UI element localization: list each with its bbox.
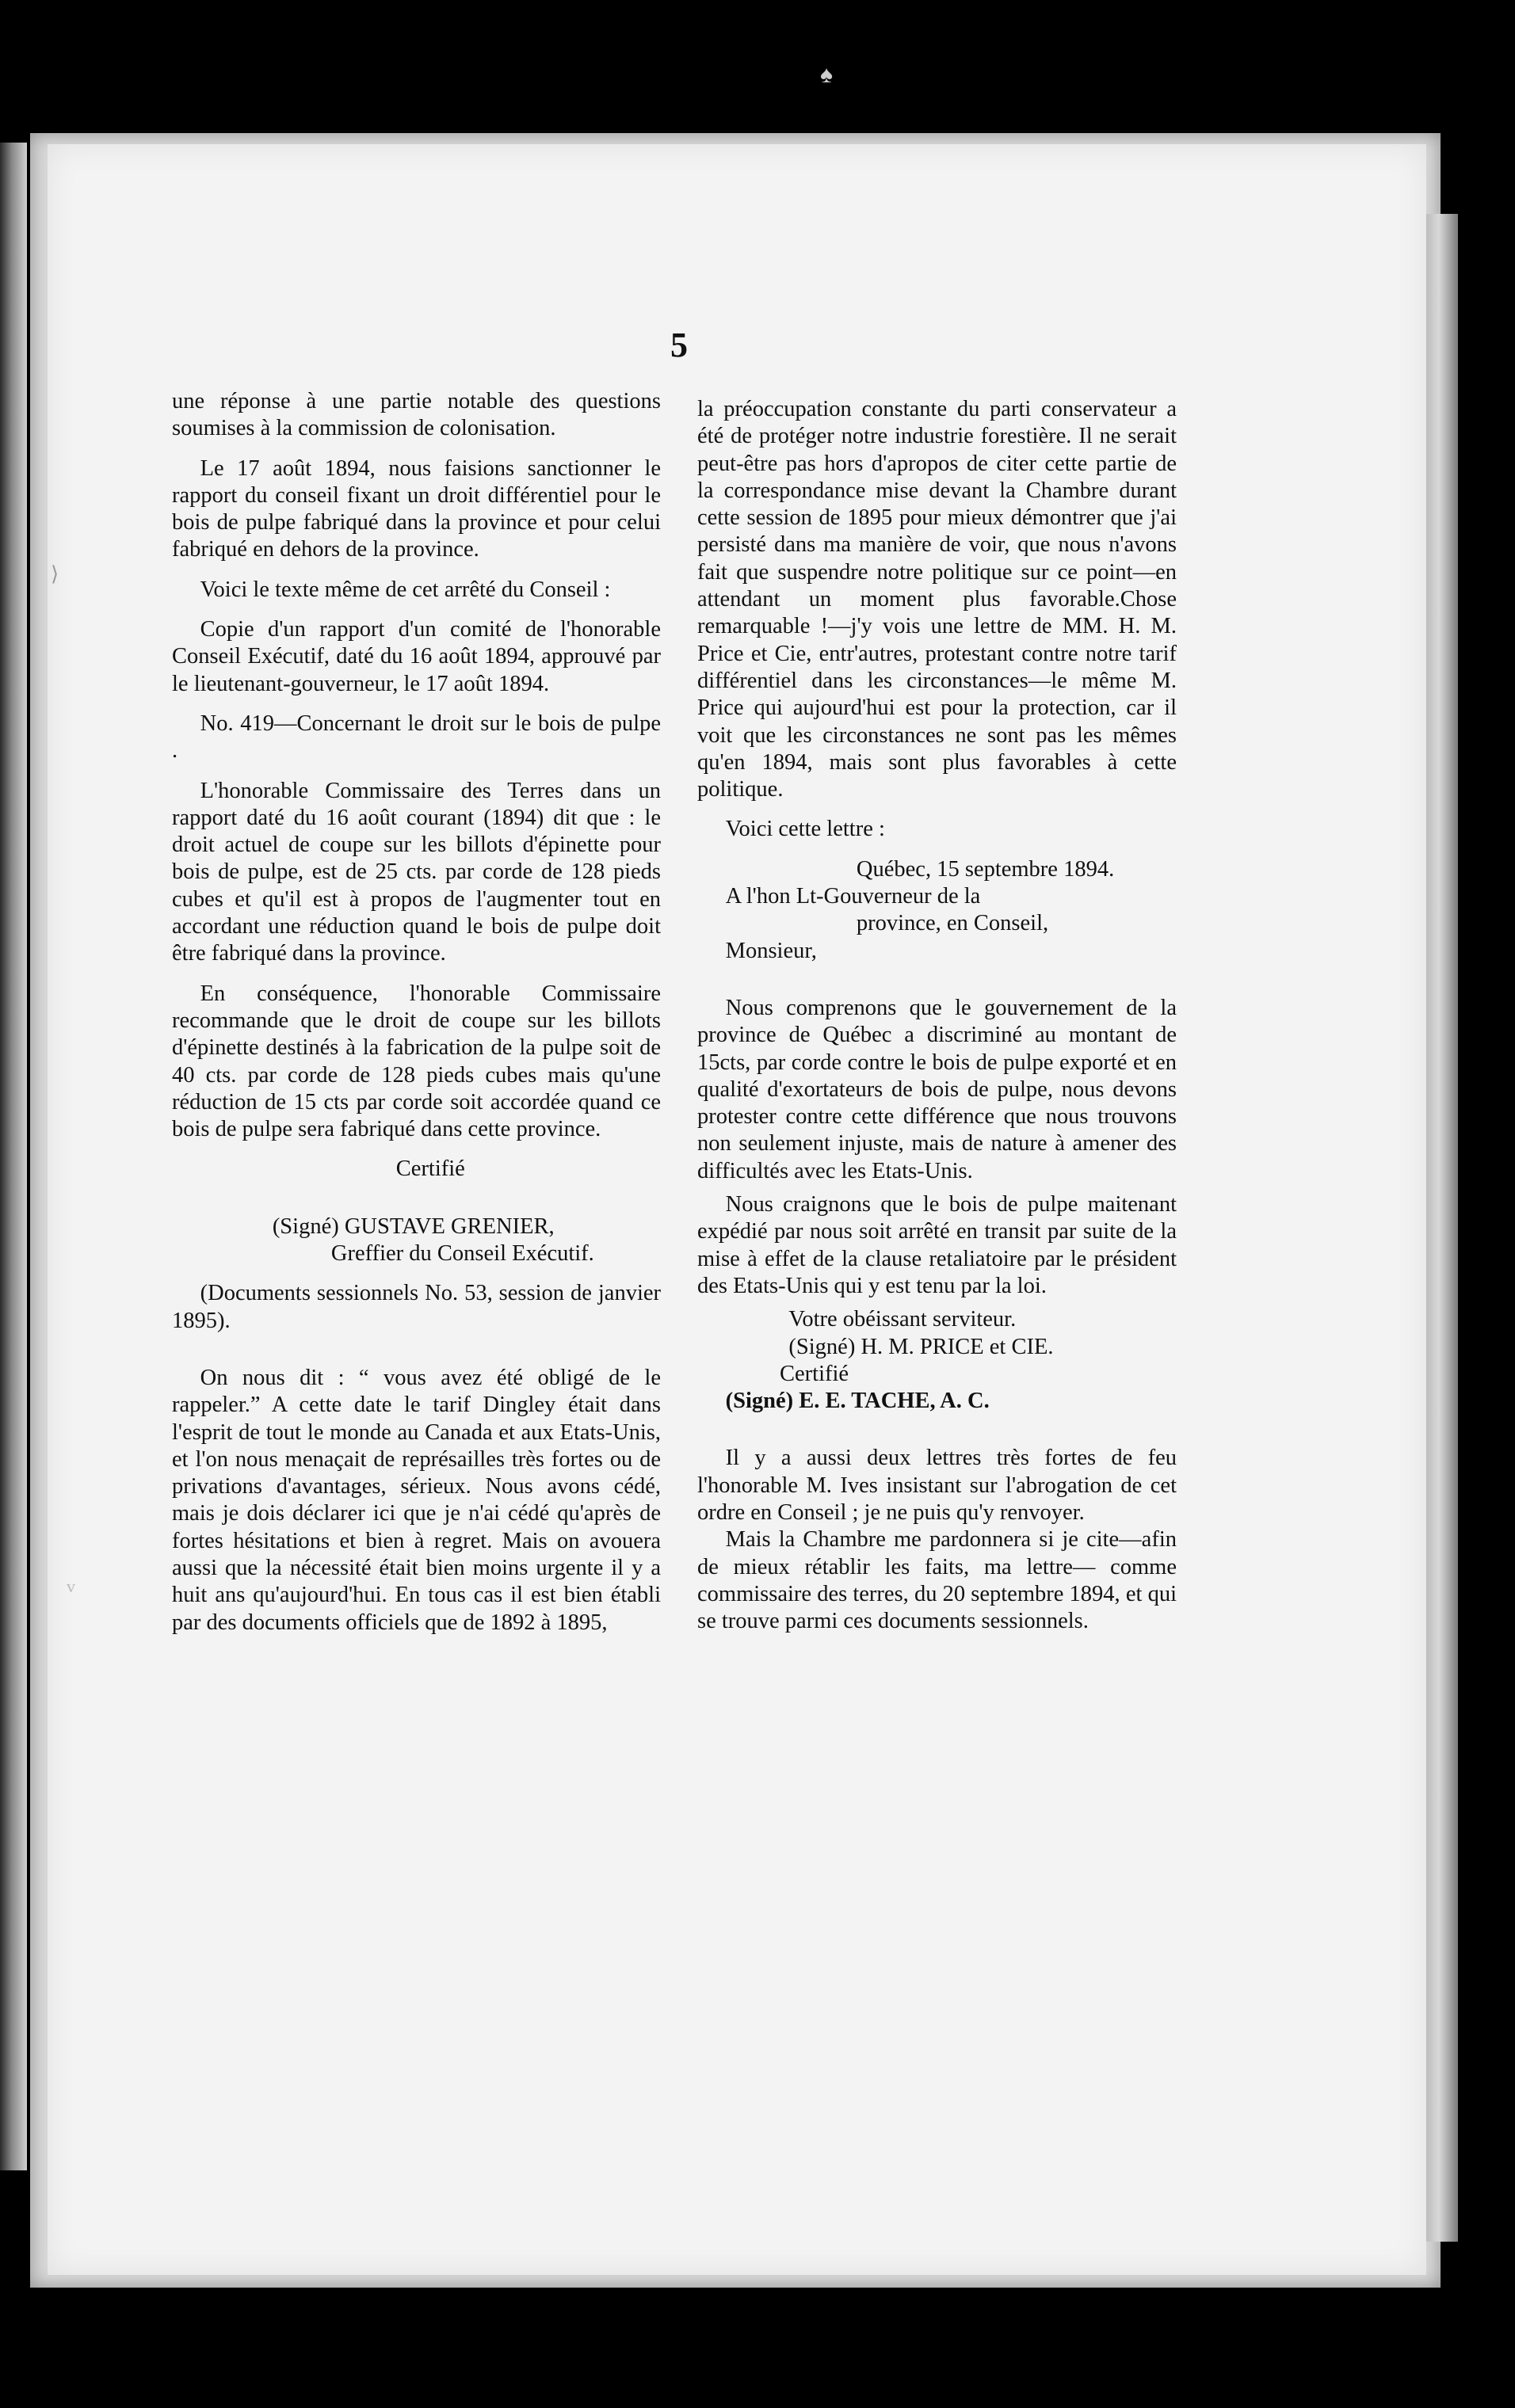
right-page-edge <box>1426 214 1458 2242</box>
left-paragraph-4: Copie d'un rapport d'un comité de l'honorable Conseil Exécutif, daté du 16 août 1894, approuvé par le lieutenant-gouverneur, le 17 août 1894. <box>172 617 661 696</box>
right-voici: Voici cette lettre : <box>725 817 885 842</box>
right-salutation: Monsieur, <box>725 938 817 963</box>
left-paragraph-6: L'honorable Commissaire des Terres dans un rapport daté du 16 août courant (1894) dit que : le droit actuel de coupe sur les billots d'épinette pour bois de pulpe, est de 25 cts. par corde de 128 pieds cubes et qu'il est à propos de l'augmenter tout en accordant une réduction quand le bois de pulpe doit être fabriqué dans la province. <box>172 778 661 966</box>
right-column <box>697 396 1177 1635</box>
right-paragraph-2: Nous comprenons que le gouvernement de la province de Québec a discriminé au montant de 15cts, par corde contre le bois de pulpe exporté et en qualité d'exortateurs de bois de pulpe, nous devons protester contre cette différence que nous trouvons non seulement injuste, mais de nature à amener des difficultés avec les Etats-Unis. <box>697 995 1177 1183</box>
right-paragraph-5: Mais la Chambre me pardonnera si je cite—afin de mieux rétablir les faits, ma lettre— comme commissaire des terres, du 20 septembre 1894, et qui se trouve parmi ces documents sessionnels. <box>697 1527 1177 1634</box>
right-paragraph-3: Nous craignons que le bois de pulpe maitenant expédié par nous soit arrêté en transit par suite de la mise à effet de la clause retaliatoire par le président des Etats-Unis qui y est tenu par la loi. <box>697 1192 1177 1298</box>
scan-speck-icon: ♠ <box>820 62 833 88</box>
previous-page-edge <box>0 143 27 2170</box>
left-paragraph-2: Le 17 août 1894, nous faisions sanctionner le rapport du conseil fixant un droit différentiel pour le bois de pulpe fabriqué dans la province et pour celui fabriqué en dehors de la province. <box>172 455 661 562</box>
left-certifie: Certifié <box>395 1156 465 1182</box>
right-address-line-2: province, en Conseil, <box>856 911 1049 936</box>
left-paragraph-8: On nous dit : “ vous avez été obligé de le rappeler.” A cette date le tarif Dingley était dans l'esprit de tout le monde au Canada et aux Etats-Unis, et l'on nous menaçait de représailles très fortes ou de privations d'avantages, sérieux. Nous avons cédé, mais je dois déclarer ici que je n'ai cédé qu'après de fortes hésitations et bien à regret. Mais on avouera aussi que la nécessité était bien moins urgente il y a huit ans qu'aujourd'hui. En tous cas il est bien établi par des documents officiels que de 1892 à 1895, <box>172 1365 661 1635</box>
right-signed-price: (Signé) H. M. PRICE et CIE. <box>788 1334 1054 1359</box>
left-signature: (Signé) GUSTAVE GRENIER, <box>272 1214 555 1239</box>
left-paragraph-7: En conséquence, l'honorable Commissaire recommande que le droit de coupe sur les billots d'épinette destinés à la fabrication de la pulpe soit de 40 cts. par corde de 128 pieds cubes mais qu'une réduction de 15 cts par corde soit accordée quand ce bois de pulpe sera fabriqué dans cette province. <box>172 981 661 1142</box>
margin-mark-icon: v <box>67 1576 75 1596</box>
right-dateline: Québec, 15 septembre 1894. <box>856 856 1115 882</box>
left-documents-reference: (Documents sessionnels No. 53, session de janvier 1895). <box>172 1281 661 1333</box>
right-signed-tache: (Signé) E. E. TACHE, A. C. <box>725 1389 990 1414</box>
right-paragraph-1: la préoccupation constante du parti conservateur a été de protéger notre industrie forestière. Il ne serait peut-être pas hors d'apropos de citer cette partie de la correspondance mise devant la Chambre durant cette session de 1895 pour mieux démontrer que j'ai persisté dans ma manière de voir, que nous n'avons fait que suspendre notre politique sur ce point—en attendant un moment plus favorable.Chose remarquable !—j'y vois une lettre de MM. H. M. Price et Cie, entr'autres, protestant contre notre tarif différentiel dans les circonstances—le même M. Price qui aujourd'hui est pour la protection, car il voit que les circonstances ne sont pas les mêmes qu'en 1894, mais sont plus favorables à cette politique. <box>697 397 1177 802</box>
right-paragraph-4: Il y a aussi deux lettres très fortes de feu l'honorable M. Ives insistant sur l'abrogation de cet ordre en Conseil ; je ne puis qu'y renvoyer. <box>697 1446 1177 1525</box>
left-greffier: Greffier du Conseil Exécutif. <box>330 1241 594 1267</box>
left-paragraph-1: une réponse à une partie notable des questions soumises à la commission de colonisation. <box>172 389 661 441</box>
right-address-line-1: A l'hon Lt-Gouverneur de la <box>725 884 981 909</box>
left-paragraph-3: Voici le texte même de cet arrêté du Conseil : <box>200 577 611 602</box>
margin-mark-icon: ⟩ <box>51 562 59 585</box>
right-certifie: Certifié <box>780 1361 849 1386</box>
right-closing: Votre obéissant serviteur. <box>788 1307 1017 1332</box>
page-number: 5 <box>670 326 688 364</box>
left-paragraph-5: No. 419—Concernant le droit sur le bois de pulpe . <box>172 711 661 764</box>
left-column <box>172 388 661 1636</box>
